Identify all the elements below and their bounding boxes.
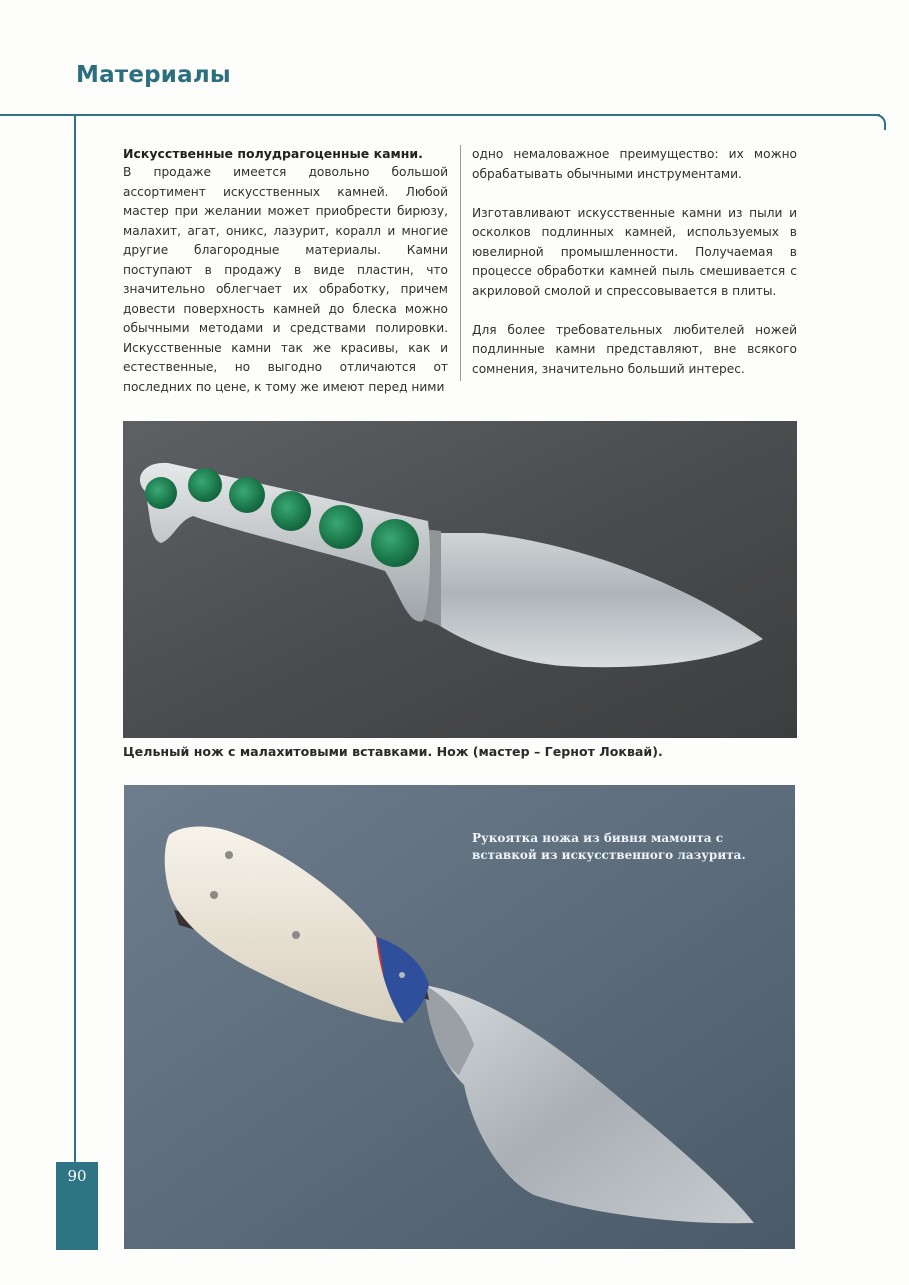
paragraph: Изготавливают искусственные камни из пыли и осколков подлинных камней, используемых в ювелирной промышленности. Получаемая в процессе обработки камней пыль смешивается с акриловой смолой и спрессовывается в плиты.: [472, 205, 797, 298]
text-column-right: [472, 145, 797, 399]
figure-caption: Цельный нож с малахитовыми вставками. Нож (мастер – Гернот Локвай).: [123, 744, 663, 759]
text-column-left: [123, 145, 448, 417]
page-number: 90: [67, 1167, 87, 1185]
knife-photo-malachite: [123, 421, 797, 738]
paragraph: одно немаловажное преимущество: их можно обрабатывать обычными инструментами.: [472, 147, 797, 181]
column-divider: [460, 145, 461, 381]
page-title: Материалы: [76, 62, 231, 88]
section-heading: Искусственные полудрагоценные камни.: [123, 146, 423, 161]
margin-rule: [74, 114, 76, 1162]
page-number-tab: [56, 1162, 98, 1250]
paragraph: В продаже имеется довольно большой ассортимент искусственных камней. Любой мастер при желании может приобрести бирюзу, малахит, агат, оникс, лазурит, коралл и многие другие благородные материалы. Камни поступают в продажу в виде пластин, что значительно облегчает их обработку, причем довести поверхность камней до блеска можно обычными методами и средствами полировки. Искусственные камни так же красивы, как и естественные, но выгодно отличаются от последних по цене, к тому же имеют перед ними: [123, 165, 448, 394]
header-rule: [0, 114, 880, 116]
figure-caption-overlay: Рукоятка ножа из бивня мамонта с вставкой из искусственного лазурита.: [472, 831, 746, 862]
header-rule-end: [876, 114, 886, 130]
paragraph: Для более требовательных любителей ножей подлинные камни представляют, вне всякого сомнения, значительно больший интерес.: [472, 322, 797, 376]
